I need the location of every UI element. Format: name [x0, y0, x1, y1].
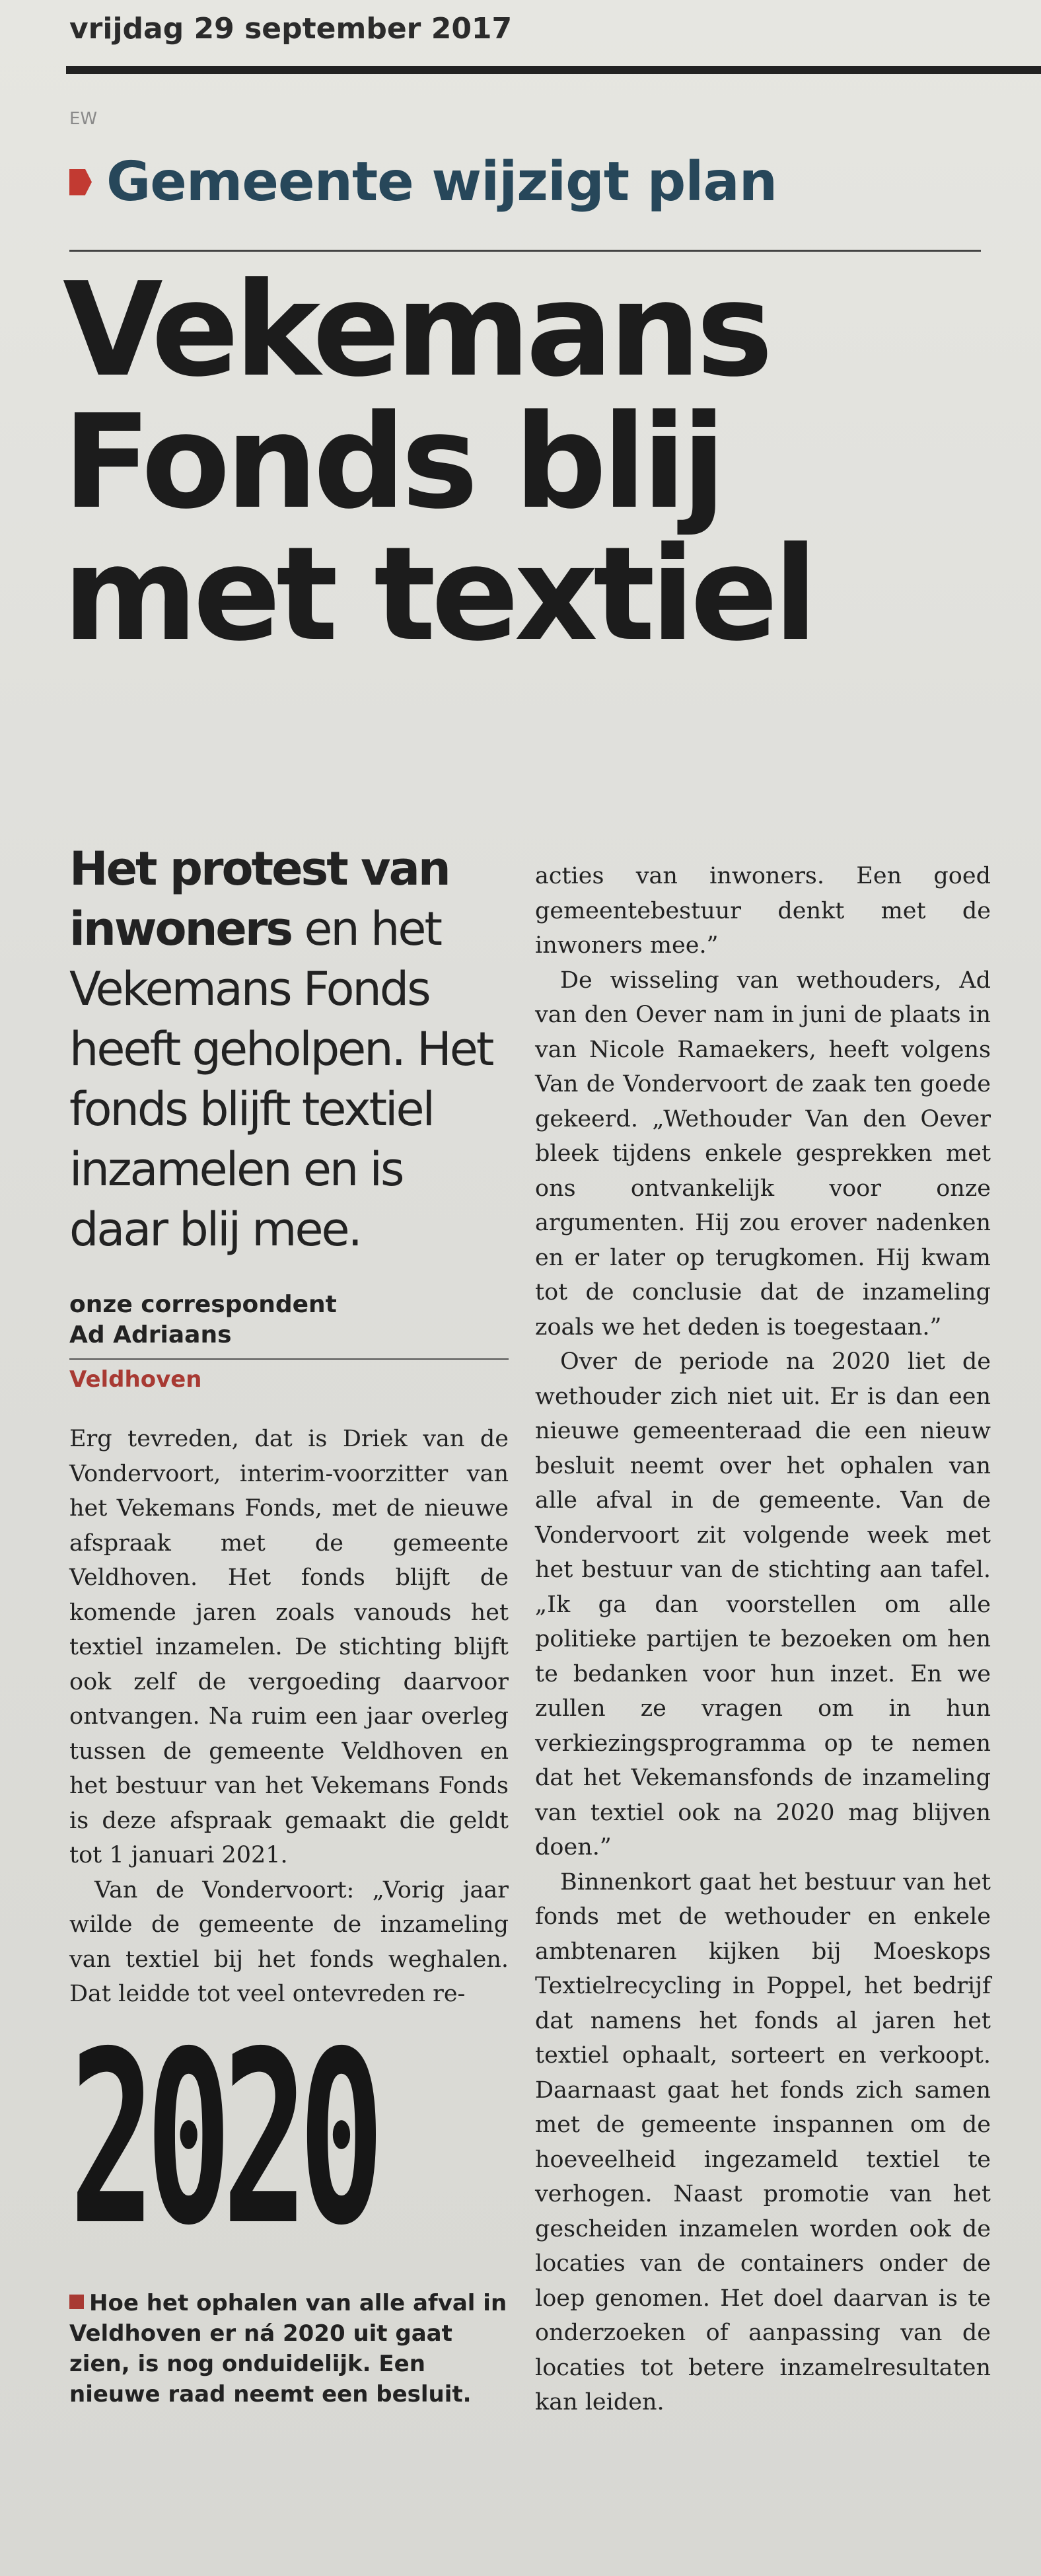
body-paragraph: Van de Vondervoort: „Vorig jaar wilde de gemeente de inzameling van textiel bij het fonds weghalen. Dat leidde tot veel ontevreden re- — [69, 1876, 509, 2007]
headline-line-1: Vekemans — [63, 255, 769, 406]
headline-line-2: Fonds blij — [63, 387, 722, 538]
left-column — [69, 839, 509, 2410]
byline-role: onze correspondent — [69, 1291, 337, 1318]
byline-author: Ad Adriaans — [69, 1321, 232, 1348]
section-mark: EW — [69, 109, 98, 129]
right-column — [535, 859, 991, 2420]
caption — [69, 2288, 509, 2410]
kicker-rule — [69, 250, 981, 252]
body-paragraph: Erg tevreden, dat is Driek van de Vondervoort, interim-voorzitter van het Vekemans Fonds, met de nieuwe afspraak met de gemeente Veldhoven. Het fonds blijft de komende jaren zoals vanouds het textiel inzamelen. De stichting blijft ook zelf de vergoeding daarvoor ontvangen. Na ruim een jaar overleg tussen de gemeente Veldhoven en het bestuur van het Vekemans Fonds is deze afspraak gemaakt die geldt tot 1 januari 2021. — [69, 1426, 509, 1868]
caption-text: Hoe het ophalen van alle afval in Veldhoven er ná 2020 uit gaat zien, is nog onduidelijk. Een nieuwe raad neemt een besluit. — [69, 2289, 507, 2408]
kicker-marker-icon — [69, 169, 92, 196]
body-paragraph: acties van inwoners. Een goed gemeentebestuur denkt met de inwoners mee.” — [535, 863, 991, 959]
header-rule — [66, 66, 1041, 74]
headline-line-3: met textiel — [63, 519, 814, 670]
body-paragraph: Over de periode na 2020 liet de wethouder zich niet uit. Er is dan een nieuwe gemeenteraad die een nieuw besluit neemt over het ophalen van alle afval in de gemeente. Van de Vondervoort zit volgende week met het bestuur van de stichting aan tafel. „Ik ga dan voorstellen om alle politieke partijen te bezoeken om hen te bedanken voor hun inzet. En we zullen ze vragen om in hun verkiezingsprogramma op te nemen dat het Vekemansfonds de inzameling van textiel ook na 2020 mag blijven doen.” — [535, 1348, 991, 1860]
kicker — [69, 151, 981, 213]
body-paragraph: De wisseling van wethouders, Ad van den Oever nam in juni de plaats in van Nicole Ramaekers, heeft volgens Van de Vondervoort de zaak ten goede gekeerd. „Wethouder Van den Oever bleek tijdens enkele gesprekken met ons ontvankelijk voor onze argumenten. Hij zou erover nadenken en er later op terugkomen. Hij kwam tot de conclusie dat de inzameling zoals we het deden is toegestaan.” — [535, 967, 991, 1341]
body-paragraph: Binnenkort gaat het bestuur van het fonds met de wethouder en enkele ambtenaren kijken bij Moeskops Textielrecycling in Poppel, het bedrijf dat namens het fonds al jaren het textiel ophaalt, sorteert en verkoopt. Daarnaast gaat het fonds zich samen met de gemeente inspannen om de hoeveelheid ingezameld textiel te verhogen. Naast promotie van het gescheiden inzamelen worden ook de locaties van de containers onder de loep genomen. Het doel daarvan is te onderzoeken of aanpassing van de locaties tot betere inzamelresultaten kan leiden. — [535, 1868, 991, 2415]
dateline-place: Veldhoven — [69, 1366, 202, 1393]
intro-bold: Het protest van inwoners — [69, 842, 449, 956]
byline-rule — [69, 1358, 509, 1360]
page-date: vrijdag 29 september 2017 — [69, 12, 513, 46]
headline — [63, 255, 1014, 670]
kicker-text: Gemeente wijzigt plan — [106, 151, 777, 213]
big-year: 2020 — [69, 2000, 375, 2277]
caption-square-icon — [69, 2295, 84, 2309]
intro — [69, 839, 509, 1260]
intro-rest: en het Vekemans Fonds heeft geholpen. Het fonds blijft textiel inzamelen en is daar blij mee. — [69, 902, 493, 1257]
byline — [69, 1290, 509, 1350]
